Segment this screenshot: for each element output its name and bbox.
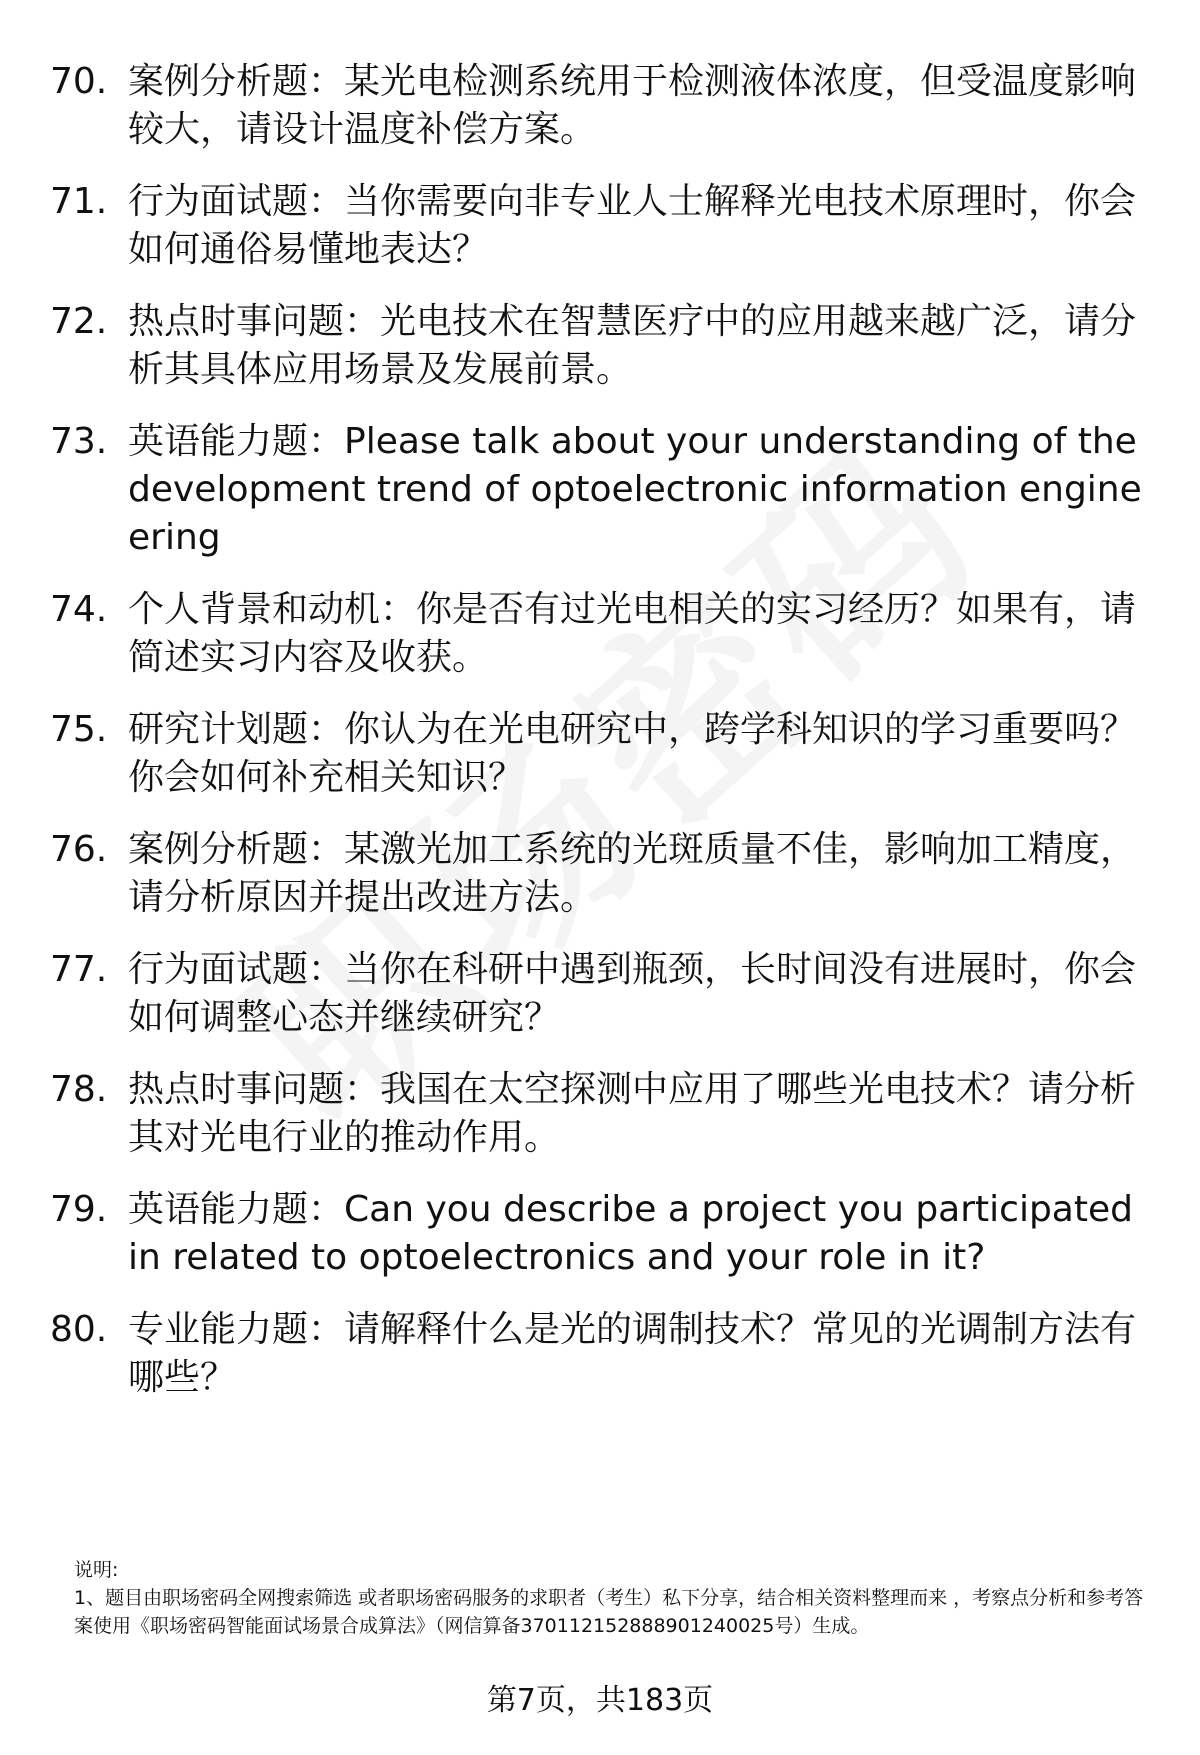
question-item	[50, 178, 1150, 274]
question-item	[50, 1066, 1150, 1162]
question-item	[50, 946, 1150, 1042]
question-item	[50, 826, 1150, 922]
note-section	[74, 1556, 1154, 1640]
question-text: 行为面试题：当你在科研中遇到瓶颈，长时间没有进展时，你会如何调整心态并继续研究？	[128, 949, 1137, 1038]
question-number: 72.	[50, 301, 108, 342]
question-text: 案例分析题：某激光加工系统的光斑质量不佳，影响加工精度，请分析原因并提出改进方法。	[128, 829, 1137, 918]
question-text: 个人背景和动机：你是否有过光电相关的实习经历？如果有，请简述实习内容及收获。	[128, 589, 1137, 678]
question-number: 70.	[50, 61, 108, 102]
question-number: 76.	[50, 829, 108, 870]
question-item	[50, 298, 1150, 394]
question-text: 热点时事问题：光电技术在智慧医疗中的应用越来越广泛，请分析其具体应用场景及发展前景。	[128, 301, 1137, 390]
note-title: 说明:	[74, 1559, 119, 1581]
question-list	[50, 58, 1150, 1402]
note-body: 1、题目由职场密码全网搜索筛选 或者职场密码服务的求职者（考生）私下分享，结合相关资料整理而来 ，考察点分析和参考答案使用《职场密码智能面试场景合成算法》（网信算备370112152888901240025号）生成。	[74, 1587, 1144, 1637]
question-item	[50, 586, 1150, 682]
question-text: 热点时事问题：我国在太空探测中应用了哪些光电技术？请分析其对光电行业的推动作用。	[128, 1069, 1137, 1158]
question-item	[50, 706, 1150, 802]
question-number: 74.	[50, 589, 108, 630]
question-text: 行为面试题：当你需要向非专业人士解释光电技术原理时，你会如何通俗易懂地表达？	[128, 181, 1137, 270]
page-number: 第7页，共183页	[486, 1683, 714, 1718]
question-item	[50, 58, 1150, 154]
question-item	[50, 1186, 1150, 1282]
question-number: 71.	[50, 181, 108, 222]
question-text: 英语能力题：Can you describe a project you participated in related to optoelectronics and your role in it?	[128, 1189, 1133, 1278]
question-text: 英语能力题：Please talk about your understanding of the development trend of optoelectronic information engineering	[128, 421, 1142, 558]
question-item	[50, 418, 1150, 562]
question-text: 专业能力题：请解释什么是光的调制技术？常见的光调制方法有哪些？	[128, 1309, 1137, 1398]
question-text: 案例分析题：某光电检测系统用于检测液体浓度，但受温度影响较大，请设计温度补偿方案。	[128, 61, 1137, 150]
question-number: 80.	[50, 1309, 108, 1350]
question-text: 研究计划题：你认为在光电研究中，跨学科知识的学习重要吗？你会如何补充相关知识？	[128, 709, 1137, 798]
question-number: 78.	[50, 1069, 108, 1110]
question-number: 77.	[50, 949, 108, 990]
question-number: 73.	[50, 421, 108, 462]
question-number: 79.	[50, 1189, 108, 1230]
question-number: 75.	[50, 709, 108, 750]
question-item	[50, 1306, 1150, 1402]
